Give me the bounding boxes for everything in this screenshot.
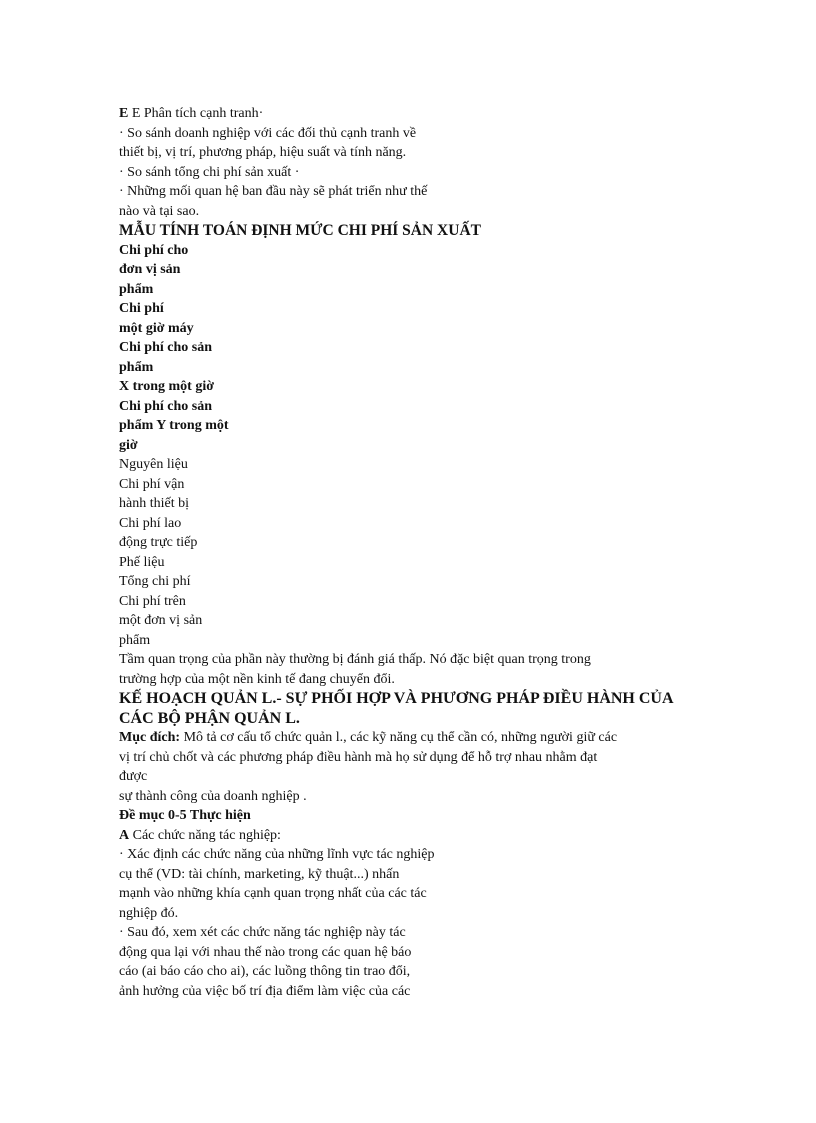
bullet-item: · So sánh doanh nghiệp với các đối thủ cạnh tranh về [119,125,417,141]
table-row-label: Nguyên liệu [119,457,188,472]
table-header-cell: Chi phí cho [119,242,189,258]
text-line: mạnh vào những khía cạnh quan trọng nhất của các tác [119,886,427,901]
table-row-label: Phế liệu [119,554,165,570]
paragraph-line: vị trí chủ chốt và các phương pháp điều hành mà họ sử dụng để hỗ trợ nhau nhằm đạt [119,749,598,765]
table-header-cell: một giờ máy [119,320,194,336]
document-body [119,104,719,1001]
management-plan-heading: KẾ HOẠCH QUẢN L.- SỰ PHỐI HỢP VÀ PHƯƠNG PHÁP ĐIỀU HÀNH CỦA [119,690,674,707]
section-title-competition [119,104,719,124]
section-letter: A [119,827,130,843]
text-line: E Phân tích cạnh tranh· [131,106,264,121]
table-row-label: Chi phí lao [119,515,182,531]
paragraph-line: sự thành công của doanh nghiệp . [119,788,307,804]
bullet-item: · Xác định các chức năng của những lĩnh vực tác nghiệp [119,847,435,862]
bullet-item: · Những mối quan hệ ban đầu này sẽ phát triển như thế [119,184,428,199]
text-line: nghiệp đó. [119,905,179,921]
subsection-title-operations [119,826,719,846]
table-row-label: động trực tiếp [119,535,198,550]
table-header-cell: phẩm [119,359,154,375]
table-header-cell: phẩm [119,281,154,297]
table-header-cell: Chi phí cho sản [119,340,212,355]
section-letter: E [119,106,129,121]
table-row-label: Tổng chi phí [119,574,191,589]
table-row-label: Chi phí vận [119,476,185,492]
text-line: ảnh hưởng của việc bố trí địa điểm làm việc của các [119,983,411,999]
management-plan-heading: CÁC BỘ PHẬN QUẢN L. [119,709,300,727]
paragraph-line: Tầm quan trọng của phần này thường bị đánh giá thấp. Nó đặc biệt quan trọng trong [119,652,591,667]
table-header-cell: X trong một giờ [119,379,214,394]
subsection-heading: Đề mục 0-5 Thực hiện [119,808,251,823]
text-line: cáo (ai báo cáo cho ai), các luồng thông tin trao đổi, [119,964,411,979]
text-line: nào và tại sao. [119,203,200,219]
table-header-cell: Chi phí cho sản [119,398,212,414]
table-header-cell: Chi phí [119,301,164,316]
text-line: Các chức năng tác nghiệp: [129,827,281,843]
purpose-label: Mục đích: [119,730,181,745]
table-header-cell: giờ [119,437,138,453]
purpose-text: Mô tả cơ cấu tổ chức quản l., các kỹ năng cụ thể cần có, những người giữ các [180,730,618,745]
purpose-line [119,728,719,748]
bullet-item: · Sau đó, xem xét các chức năng tác nghiệp này tác [119,925,406,940]
table-header-cell: đơn vị sản [119,262,181,277]
table-row-label: phẩm [119,632,151,648]
text-line: động qua lại với nhau thế nào trong các quan hệ báo [119,944,412,960]
table-row-label: hành thiết bị [119,496,189,511]
bullet-item: · So sánh tổng chi phí sản xuất · [119,164,300,180]
paragraph-line: trường hợp của một nền kinh tế đang chuyển đổi. [119,671,395,687]
table-row-label: một đơn vị sản [119,613,203,628]
paragraph-line: được [119,769,148,784]
text-line: thiết bị, vị trí, phương pháp, hiệu suất và tính năng. [119,145,407,160]
table-header-cell: phẩm Y trong một [119,418,229,433]
text-line: cụ thể (VD: tài chính, marketing, kỹ thuật...) nhấn [119,866,400,882]
table-row-label: Chi phí trên [119,593,186,609]
cost-template-heading: MẪU TÍNH TOÁN ĐỊNH MỨC CHI PHÍ SẢN XUẤT [119,222,481,239]
